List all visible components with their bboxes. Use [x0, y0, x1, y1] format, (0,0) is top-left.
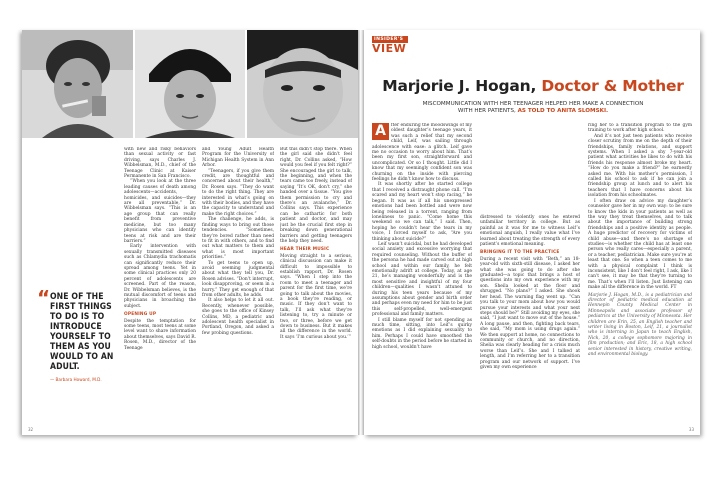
subhead-hear-their-music: HEAR THEIR MUSIC [280, 247, 330, 253]
right-column-2 [480, 123, 580, 429]
paragraph: I still blame myself for not spending as much time, sitting, into Leif’s quirky emotions as I did explaining sexuality to him. Perhaps I could have smoothed the self-doubts in the period before he started in high school, wouldn’t have [372, 317, 472, 350]
left-column-1 [124, 147, 196, 429]
paragraph: distressed to violently ones he entered unfamiliar territory in college. But as painful as it was for me to witness Leif’s emotional anguish, I really value what I’ve learned about treating the strength of every patient’s emotional meaning. [480, 215, 580, 248]
drop-cap: A [372, 123, 389, 140]
author-bio: Marjorie J. Hogan, M.D., is a pediatrician and director of pediatric medical education at Hennepin County Medical Center in Minneapolis and associate professor of pediatrics at the University of Minnesota. Her children are Erin, 25, an English teacher and writer living in Boston, Leif, 21, a journalist who is interning in Japan to teach English, Nick, 20, a college sophomore majoring in film production; and Eric, 18, a high school senior interested in history, creative writing, and environmental biology. [588, 292, 692, 358]
pull-quote-text: ONE OF THE FIRST THINGS TO DO IS TO INTRODUCE YOURSELF TO THEM AS YOU WOULD TO AN ADULT. [50, 292, 114, 372]
paragraph: “Teenagers, if you give them credit, are thoughtful and concerned about their health,” Dr. Rosen says. “They do want to do the right thing. They are interested in what’s going on with their bodies, and they have the capacity to understand and make the right choices.” [202, 168, 274, 217]
left-column-3 [280, 147, 352, 429]
right-page [364, 30, 700, 435]
left-column-2 [202, 147, 274, 429]
page-number-right: 33 [688, 427, 694, 432]
article-deck [378, 101, 688, 116]
deck-line-1: MISCOMMUNICATION WITH HER TEENAGER HELPED HER MAKE A CONNECTION [422, 101, 644, 107]
paragraph: “When you look at the three leading causes of death among adolescents—accidents, homicides, and suicides—they are all preventable,” Dr. Wibbelsman says. “This is an age group that can really benefit from preventive medicine, but too many physicians who can identify teens at risk and are their barriers.” [124, 179, 196, 244]
photo-young-man-cigarette [22, 30, 133, 138]
paragraph: During a recent visit with “Beth,” an 18-year-old with sixth-still disease, I asked her what she was going to do after she graduated—a topic that brings a host of questions into my own experience with my son. Sheila looked at the floor and shrugged. “No plans?” I asked. She shook her head. The warning flag went up. “Can you talk to your mom about how you would pursue your interests and what your next steps should be?” Still avoiding my eyes, she said, “I just want to move out of the house.” A long pause, and then, fighting back tears, she said, “My mom is using drugs again.” We then support at home, no connections to community or church, and no direction, Shelia was clearly heading for a crisis much worse than Leif’s. She and I talked at length, and I’m referring her to a transition program and our network of support. I’ve given my own experience [480, 256, 580, 370]
paragraph: But this didn’t stop there. When the girl said she didn’t feel right, Dr. Collins asked, “How would you feel if you felt right?” She encouraged the girl to talk, the beginning, and when the tears came too freely, instead of saying “It’s OK, don’t cry,” she handed over a tissue. “You give them permission to cry and there’s an avalanche,” Dr. Collins says. This experience can be cathartic for both patient and doctor, and may just be the crucial first step in breaking down generational barriers and getting teenagers the help they need. [280, 147, 352, 244]
paragraph: Moving straight to a serious, clinical discussion can make it difficult to impossible to establish rapport, Dr. Rosen says. “When I step into the room to meet a teenager and parent for the first time, we’re going to talk about the movies, a book they’re reading, or music. If they don’t want to talk, I’ll ask what they’re listening to, try a minute or two, or three, before we get down to business. But it makes all the difference in the world. It says ‘I’m curious about you.’” [280, 253, 352, 340]
headline-name: Marjorie J. Hogan, [382, 77, 537, 95]
paragraph: The challenge, he adds, is finding ways to bring out those tendencies. “Sometimes, they’re bored rather than need to fit in with others, and to find out what matters to them and what is most important priorities.” [202, 217, 274, 261]
subhead-opening-up: OPENING UP [124, 312, 157, 318]
paragraph: Despite the temptation for some teens, most teens at some level want to share information about themselves, says David R. Rosen, M.D., director of the Teenage [124, 318, 196, 351]
right-column-1 [372, 123, 472, 429]
paragraph: with new and risky behaviors than sexual activity or fast driving, says Charles J. Wibbelsman, M.D., chief of the Teenage Clinic at Kaiser Permanente in San Francisco. [124, 147, 196, 180]
view-label: VIEW [372, 42, 407, 55]
pull-quote-credit: — Barbara Howard, M.D. [50, 377, 102, 382]
page-number-left: 32 [28, 427, 34, 432]
paragraph: And it’s not just teen patients who receive closer scrutiny from me on the depth of their friendships, family relations, and support systems. When I asked a shy 7-year-old patient what activities he likes to do with his friends his response almost broke my heart. “How do you make a friend?” he earnestly asked me. With his mother’s permission, I called his school to ask if he can join a friendship group at lunch and to alert his teachers that I have concerns about his isolation from his schoolmates. [588, 133, 692, 199]
paragraph: I often draw on advice my daughter’s counselor gave her in my own way: to be sure to know the kids in your patients as well as the way they treat themselves, and to talk about the importance of building strong friendships and a positive identity as people. A huge predictor of recovery for victims of child abuse—and there’s no shortage of studies—is whether the child has at least one person who really cares—especially a parent, or a teacher, pediatrician. Make sure you’re at least that one. So when a teen comes to me with a physical complaint I think is inconsistent, like I don’t feel right, I ask, like I can’t see, it may be that they’re turning to me. That’s when I’ll listen. Just listening can make all the difference in the world. FT [588, 198, 692, 291]
paragraph: It was shortly after he started college that I received a distraught phone call. “I’m scared and my heart won’t stop racing,” he began. It was as if all his unexpressed emotions had been bottled and were now being released in a torrent, ranging from loneliness to panic. “Come home this weekend so we can talk,” I said. Then, hoping he couldn’t hear the tears in my voice, I forced myself to ask, “Are you thinking about suicide?” [372, 182, 472, 242]
headline-role: Doctor & Mother [541, 77, 684, 95]
subhead-bringing-it-to-practice: BRINGING IT TO THE PRACTICE [480, 250, 560, 256]
insiders-view-badge [372, 36, 408, 55]
paragraph: Leif wasn’t suicidal, but he had developed social anxiety and excessive worrying that required counseling. Without the buffer of the persona he had made carved out at high school and within our family, he felt emotionally adrift at college. Today, at age 21, he’s managing wonderfully and is the most sensitive and insightful of my four children—qualities I wasn’t attuned to during his teen years because of my assumptions about gender and birth order and perhaps even my need for him to be just this self-propelled, well-emergent professional and family matters. [372, 241, 472, 318]
article-headline [372, 77, 694, 95]
deck-credit: AS TOLD TO ANITA SLOMSKI. [517, 108, 609, 115]
left-page [22, 30, 358, 435]
insiders-label: INSIDER'S [372, 36, 408, 43]
deck-line-2: WITH HER PATIENTS, [457, 108, 516, 115]
right-column-3 [588, 123, 692, 429]
quote-mark: “ [37, 286, 51, 310]
paragraph: To get teens to open up, avoid seeming judgmental about what they tell you, Dr. Rosen advises. “Don’t interrupt, look disapproving, or seem in a hurry.” They get enough of that from other adults, he adds. [202, 260, 274, 298]
pull-quote [37, 286, 116, 382]
paragraph: fter enduring the moodswings of my oldest daughter’s teenage years, it was such a relief that my second child, Leif, was sailing through adolescence with ease: a glitch. Leif gave me no occasion to worry about him. That’s been my first son, straightforward and uncomplicated. Or so I thought. Little did I know that my seemingly confident son was churning on the inside with piercing feelings he didn’t know how to discuss. [372, 123, 472, 183]
photo-woman-closeup [247, 30, 358, 138]
paragraph: and Young Adult Health Program for the University of Michigan Health System in Ann Arbor. [202, 147, 274, 169]
paragraph: Early intervention with sexually transmitted diseases such as Chlamydia trachomatis can significantly reduce their spread among teens. Yet in some clinical practices only 20 percent of adolescents are screened. Part of the reason, Dr. Wibbelsman believes, is the mutual discomfort of teens and physicians in broaching the subject. [124, 244, 196, 309]
paragraph: It also helps to let it all out. Recently, whenever possible, she goes to the office of Kinsey Collins, MD, a pediatric and adolescent health specialist in Portland, Oregon, and asked a few probing questions. [202, 298, 274, 336]
photo-teen-black-beanie [135, 30, 245, 138]
paragraph: ring her to a transition program to the gym training to work after high school. [588, 123, 692, 134]
